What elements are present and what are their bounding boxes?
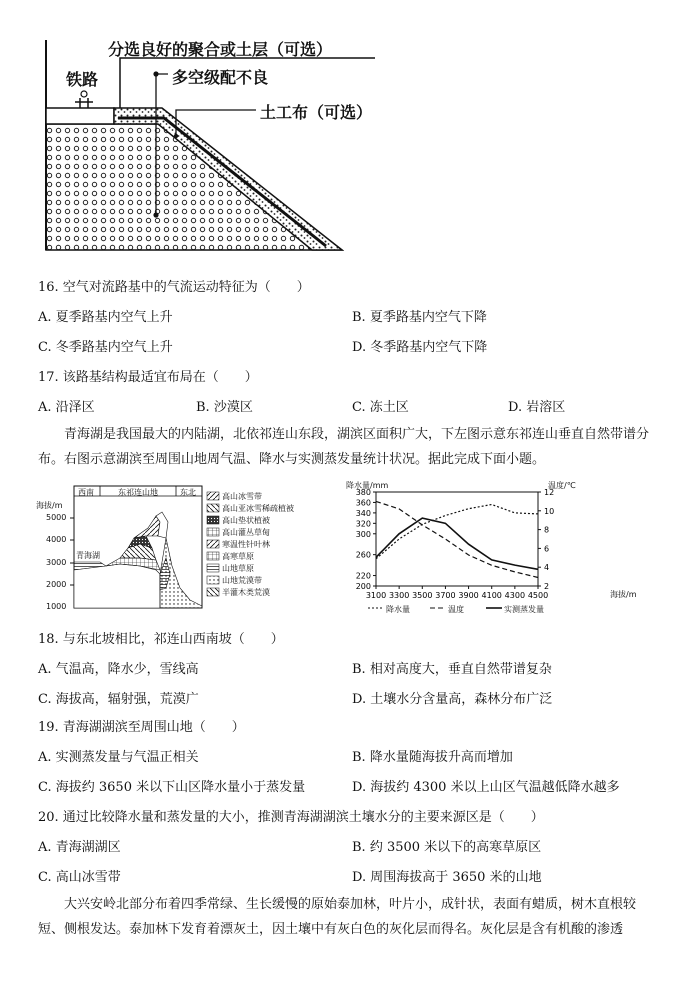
option-18d[interactable]: D. 土壤水分含量高，森林分布广泛 bbox=[352, 692, 553, 707]
option-18b[interactable]: B. 相对高度大，垂直自然带谱复杂 bbox=[352, 662, 552, 677]
option-17b[interactable]: B. 沙漠区 bbox=[196, 400, 253, 415]
option-18a[interactable]: A. 气温高，降水少，雪线高 bbox=[38, 662, 199, 677]
option-19c[interactable]: C. 海拔约 3650 米以下山区降水量小于蒸发量 bbox=[38, 780, 306, 795]
chart-xlabel: 海拔/m bbox=[610, 590, 637, 599]
option-16c[interactable]: C. 冬季路基内空气上升 bbox=[38, 340, 173, 355]
y2-tick-label: 2 bbox=[544, 582, 550, 591]
passage-taiga: 大兴安岭北部分布着四季常绿、生长缓慢的原始泰加林，叶片小，成针状，表面有蜡质，树木直根较短、侧根发达。泰加林下发育着漂灰土，因土壤中有灰白色的灰化层而得名。灰化层是含有机酸的渗透 bbox=[38, 897, 637, 937]
lake-label: 青海湖 bbox=[76, 551, 100, 560]
label-top: 分选良好的聚合或土层（可选） bbox=[108, 40, 333, 59]
option-17a[interactable]: A. 沿泽区 bbox=[38, 400, 95, 415]
x-tick-label: 4500 bbox=[527, 591, 549, 600]
zone-ylabel: 海拔/m bbox=[36, 501, 63, 510]
option-16b[interactable]: B. 夏季路基内空气下降 bbox=[352, 310, 487, 325]
legend-2: 高山亚冰雪稀疏植被 bbox=[222, 504, 294, 513]
option-20d[interactable]: D. 周围海拔高于 3650 米的山地 bbox=[352, 870, 542, 885]
x-tick-label: 3300 bbox=[388, 591, 410, 600]
question-18: 18. 与东北坡相比，祁连山西南坡（ ） bbox=[38, 632, 284, 647]
zone-ytick-1000: 1000 bbox=[46, 602, 67, 611]
y2-tick-label: 4 bbox=[544, 563, 550, 573]
legend-8: 山地荒漠带 bbox=[222, 576, 262, 585]
y-tick-label: 340 bbox=[355, 508, 371, 518]
label-layer: 多空级配不良 bbox=[172, 68, 269, 87]
x-tick-label: 3900 bbox=[458, 591, 479, 600]
legend-3: 高山垫状植被 bbox=[222, 516, 270, 525]
x-tick-label: 3500 bbox=[412, 591, 433, 600]
y-tick-label: 300 bbox=[355, 529, 371, 539]
y-tick-label: 380 bbox=[355, 488, 371, 497]
legend-7: 山地草原 bbox=[222, 564, 254, 573]
x-tick-label: 3700 bbox=[435, 591, 456, 600]
legend-swatches bbox=[207, 492, 219, 596]
y-tick-label: 200 bbox=[355, 582, 371, 591]
y-tick-label: 260 bbox=[355, 550, 371, 560]
x-tick-label: 4100 bbox=[481, 591, 502, 600]
rail-icon bbox=[75, 91, 93, 108]
chart-legend-evap: 实测蒸发量 bbox=[504, 605, 544, 614]
question-20: 20. 通过比较降水量和蒸发量的大小，推测青海湖湖滨土壤水分的主要来源区是（ ） bbox=[38, 810, 544, 825]
option-20b[interactable]: B. 约 3500 米以下的高寒草原区 bbox=[352, 840, 542, 855]
zone-top-mid: 东祁连山地 bbox=[118, 488, 158, 497]
option-16a[interactable]: A. 夏季路基内空气上升 bbox=[38, 310, 173, 325]
zone-ytick-2000: 2000 bbox=[46, 580, 67, 589]
zone-ytick-3000: 3000 bbox=[46, 558, 67, 567]
question-16: 16. 空气对流路基中的气流运动特征为（ ） bbox=[38, 280, 310, 295]
zone-top-sw: 西南 bbox=[78, 488, 94, 497]
y-tick-label: 360 bbox=[355, 498, 371, 508]
option-16d[interactable]: D. 冬季路基内空气下降 bbox=[352, 340, 488, 355]
chart-ylabel: 降水量/mm bbox=[346, 481, 389, 490]
option-20a[interactable]: A. 青海湖湖区 bbox=[38, 840, 121, 855]
option-19d[interactable]: D. 海拔约 4300 米以上山区气温越低降水越多 bbox=[352, 780, 620, 795]
label-rail: 铁路 bbox=[66, 70, 99, 89]
zone-ytick-5000: 5000 bbox=[46, 513, 67, 522]
zone-top-ne: 东北 bbox=[180, 488, 196, 497]
question-17: 17. 该路基结构最适宜布局在（ ） bbox=[38, 370, 258, 385]
label-cloth: 土工布（可选） bbox=[260, 103, 373, 122]
chart-legend-temp: 温度 bbox=[448, 605, 464, 614]
chart-y2label: 温度/℃ bbox=[548, 481, 576, 490]
x-tick-label: 3100 bbox=[365, 591, 387, 600]
y2-tick-label: 10 bbox=[544, 506, 555, 516]
legend-5: 寒温性针叶林 bbox=[222, 540, 270, 549]
option-19b[interactable]: B. 降水量随海拔升高而增加 bbox=[352, 750, 513, 765]
y2-tick-label: 12 bbox=[544, 488, 555, 497]
legend-1: 高山冰雪带 bbox=[222, 492, 262, 501]
option-19a[interactable]: A. 实测蒸发量与气温正相关 bbox=[38, 750, 199, 765]
legend-6: 高寒草原 bbox=[222, 552, 254, 561]
option-17c[interactable]: C. 冻土区 bbox=[352, 400, 409, 415]
x-tick-label: 4300 bbox=[504, 591, 526, 600]
y-tick-label: 220 bbox=[355, 571, 371, 581]
option-20c[interactable]: C. 高山冰雪带 bbox=[38, 870, 121, 885]
y-tick-label: 320 bbox=[355, 519, 371, 529]
y2-tick-label: 6 bbox=[544, 544, 550, 554]
chart-legend-precip: 降水量 bbox=[386, 605, 410, 614]
question-19: 19. 青海湖湖滨至周围山地（ ） bbox=[38, 720, 245, 735]
climate-line-chart bbox=[340, 478, 580, 618]
passage-qinghai: 青海湖是我国最大的内陆湖，北依祁连山东段，湖滨区面积广大，下左图示意东祁连山垂直自然带谱分布。右图示意湖滨至周围山地周气温、降水与实测蒸发量统计状况。据此完成下面小题。 bbox=[38, 427, 650, 467]
legend-9: 半灌木类荒漠 bbox=[222, 588, 270, 597]
legend-4: 高山灌丛草甸 bbox=[222, 528, 270, 537]
option-17d[interactable]: D. 岩溶区 bbox=[508, 400, 566, 415]
option-18c[interactable]: C. 海拔高，辐射强，荒漠广 bbox=[38, 692, 199, 707]
zone-ytick-4000: 4000 bbox=[46, 535, 67, 544]
y2-tick-label: 8 bbox=[544, 525, 550, 535]
